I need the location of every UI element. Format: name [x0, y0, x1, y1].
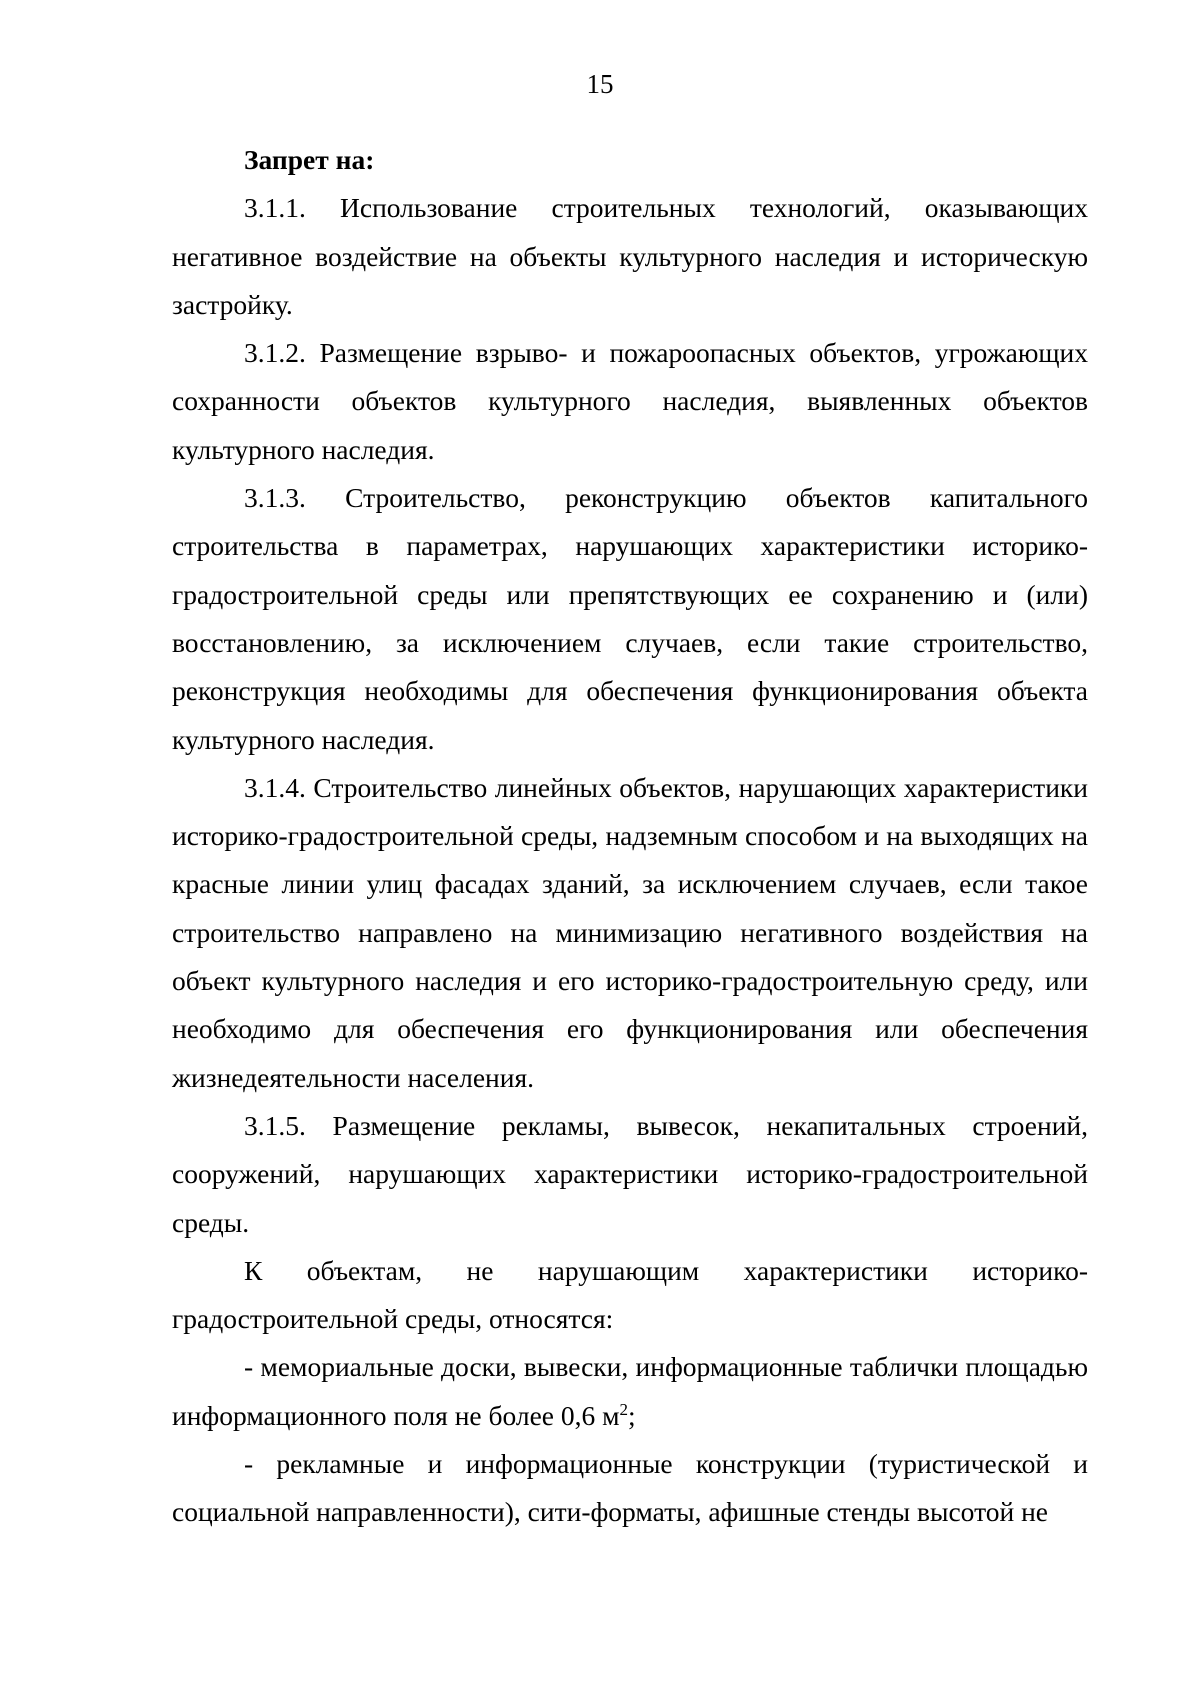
- list-item-advertising-structures: - рекламные и информационные конструкции (туристической и социальной направленности), сити-форматы, афишные стенды высотой не: [172, 1448, 1088, 1528]
- paragraph-3-1-5: 3.1.5. Размещение рекламы, вывесок, некапитальных строений, сооружений, нарушающих характеристики историко-градостроительной среды.: [172, 1109, 1088, 1238]
- section-heading: Запрет на:: [244, 144, 375, 175]
- list-item-memorial-plaques: [172, 1343, 1088, 1440]
- document-body: [172, 136, 1088, 1537]
- paragraph-3-1-3: 3.1.3. Строительство, реконструкцию объектов капитального строительства в параметрах, нарушающих характеристики историко-градостроительной среды или препятствующих ее сохранению и (или) восстановлению, за исключением случаев, если такие строительство, реконструкция необходимы для обеспечения функционирования объекта культурного наследия.: [172, 482, 1088, 755]
- paragraph-3-1-1: 3.1.1. Использование строительных технологий, оказывающих негативное воздействие на объекты культурного наследия и историческую застройку.: [172, 192, 1088, 320]
- list-item-tail: ;: [628, 1399, 636, 1431]
- paragraph-3-1-2: 3.1.2. Размещение взрыво- и пожароопасных объектов, угрожающих сохранности объектов культурного наследия, выявленных объектов культурного наследия.: [172, 337, 1088, 465]
- superscript-exponent: 2: [619, 1399, 629, 1419]
- page-number: 15: [586, 69, 614, 99]
- list-item-text: - мемориальные доски, вывески, информационные таблички площадью информационного поля не более 0,6 м: [172, 1351, 1088, 1431]
- paragraph-intro-objects: К объектам, не нарушающим характеристики историко-градостроительной среды, относятся:: [172, 1254, 1088, 1335]
- paragraph-3-1-4: 3.1.4. Строительство линейных объектов, нарушающих характеристики историко-градостроительной среды, надземным способом и на выходящих на красные линии улиц фасадах зданий, за исключением случаев, если такое строительство направлено на минимизацию негативного воздействия на объект культурного наследия и его историко-градостроительную среду, или необходимо для обеспечения его функционирования или обеспечения жизнедеятельности населения.: [172, 771, 1088, 1093]
